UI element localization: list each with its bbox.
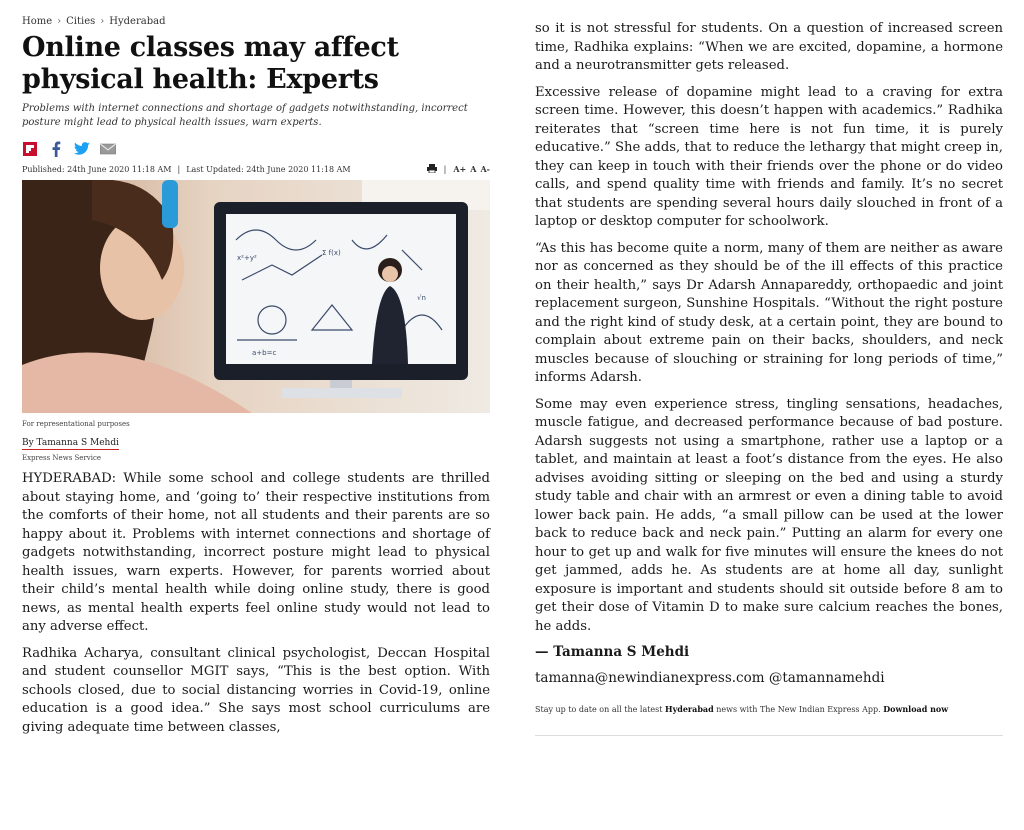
- published-date: Published: 24th June 2020 11:18 AM: [22, 164, 172, 174]
- share-bar: [22, 140, 490, 158]
- article-paragraph: so it is not stressful for students. On a question of increased screen time, Radhika explains: “When we are excited, dopamine, a hormone and a neurotransmitter gets released.: [535, 21, 1003, 73]
- online-class-illustration: [22, 180, 490, 413]
- svg-text:√n: √n: [417, 294, 426, 302]
- breadcrumb-hyderabad[interactable]: Hyderabad: [109, 15, 166, 27]
- author-contact: tamanna@newindianexpress.com @tamannamehdi: [535, 670, 885, 686]
- breadcrumb-home[interactable]: Home: [22, 15, 53, 27]
- left-column: [22, 14, 490, 745]
- tools-separator: |: [443, 164, 447, 174]
- breadcrumb-separator: ›: [100, 15, 105, 27]
- app-promo-text: news with The New Indian Express App.: [713, 705, 884, 714]
- divider: [535, 735, 1003, 736]
- email-icon[interactable]: [100, 141, 116, 157]
- updated-date: Last Updated: 24th June 2020 11:18 AM: [186, 164, 351, 174]
- app-promo-city[interactable]: Hyderabad: [665, 704, 714, 714]
- font-increase-button[interactable]: A+: [453, 164, 467, 174]
- article-paragraph: “As this has become quite a norm, many of them are neither as aware nor as concerned as they should be of the ill effects of this practice on their health,” says Dr Adarsh Annapareddy, orthopaedic and joint replacement surgeon, Sunshine Hospitals. “Without the right posture and the right kind of study desk, at a certain point, they are bound to complain about extreme pain on their backs, shoulders, and neck muscles because of slouching or straining for long periods of time,” informs Adarsh.: [535, 240, 1003, 385]
- article-title: Online classes may affect physical health: Experts: [22, 32, 399, 95]
- svg-text:x²+y²: x²+y²: [237, 254, 257, 262]
- breadcrumb: [22, 14, 490, 28]
- print-icon[interactable]: [427, 164, 437, 175]
- twitter-icon[interactable]: [74, 141, 90, 157]
- facebook-icon[interactable]: [48, 141, 64, 157]
- svg-text:Σ f(x): Σ f(x): [322, 249, 341, 257]
- right-column: [535, 20, 1003, 736]
- article-meta: [22, 162, 490, 176]
- article-paragraph: Excessive release of dopamine might lead to a craving for extra screen time. However, this doesn’t happen with academics.” Radhika reiterates that “screen time here is not fun time, it is purely educative.” She adds, that to reduce the lethargy that might creep in, they can keep in touch with their friends over the phone or do video calls, and spend quality time with friends and family. It’s no secret that students are spending several hours daily slouched in front of a laptop or desktop computer for schoolwork.: [535, 84, 1003, 229]
- news-agency: Express News Service: [22, 454, 102, 462]
- author-byline[interactable]: By Tamanna S Mehdi: [22, 438, 119, 448]
- article-summary: Problems with internet connections and shortage of gadgets notwithstanding, incorrect posture might lead to physical health issues, warn experts.: [22, 103, 468, 128]
- article-image: [22, 180, 490, 413]
- download-link[interactable]: Download now: [883, 704, 949, 714]
- font-normal-button[interactable]: A: [470, 164, 477, 174]
- font-decrease-button[interactable]: A-: [480, 164, 490, 174]
- article-paragraph: Some may even experience stress, tingling sensations, headaches, muscle fatigue, and decreased performance because of bad posture. Adarsh suggests not using a smartphone, rather use a laptop or a tablet, and maintain at least a foot’s distance from the eyes. He also advises avoiding sitting or sleeping on the bed and using a sturdy study table and chair with an armrest or even a dining table to avoid lower back pain. He adds, “a small pillow can be used at the lower back to reduce back and neck pain.” Putting an alarm for every one hour to get up and walk for five minutes will ensure the knees do not get jammed, adds he. As students are at home all day, sunlight exposure is important and students should sit outside before 8 am to get their dose of Vitamin D to make sure calcium reaches the bones, he adds.: [535, 396, 1003, 634]
- author-signature: — Tamanna S Mehdi: [535, 644, 690, 660]
- article-paragraph: Radhika Acharya, consultant clinical psychologist, Deccan Hospital and student counsellor MGIT says, “This is the best option. With schools closed, due to social distancing worries in Covid-19, online education is a good idea.” She says most school curriculums are giving adequate time between classes,: [22, 645, 490, 735]
- article-tools: [427, 164, 490, 175]
- meta-separator: |: [177, 164, 181, 174]
- breadcrumb-cities[interactable]: Cities: [66, 15, 96, 27]
- svg-text:a+b=c: a+b=c: [252, 349, 277, 357]
- app-promo-text: Stay up to date on all the latest: [535, 705, 666, 714]
- app-promo: [535, 700, 1003, 719]
- breadcrumb-separator: ›: [57, 15, 62, 27]
- article-paragraph: HYDERABAD: While some school and college students are thrilled about staying home, and ‘going to’ their respective institutions from the comforts of their home, not all students and their parents are so happy about it. Problems with internet connections and shortage of gadgets notwithstanding, incorrect posture might lead to physical health issues, warn experts. However, for parents worried about their child’s mental health while doing online study, there is good news, as mental health experts feel online study would not lead to any adverse effect.: [22, 471, 490, 634]
- flipboard-icon[interactable]: [22, 141, 38, 157]
- image-caption: For representational purposes: [22, 420, 130, 428]
